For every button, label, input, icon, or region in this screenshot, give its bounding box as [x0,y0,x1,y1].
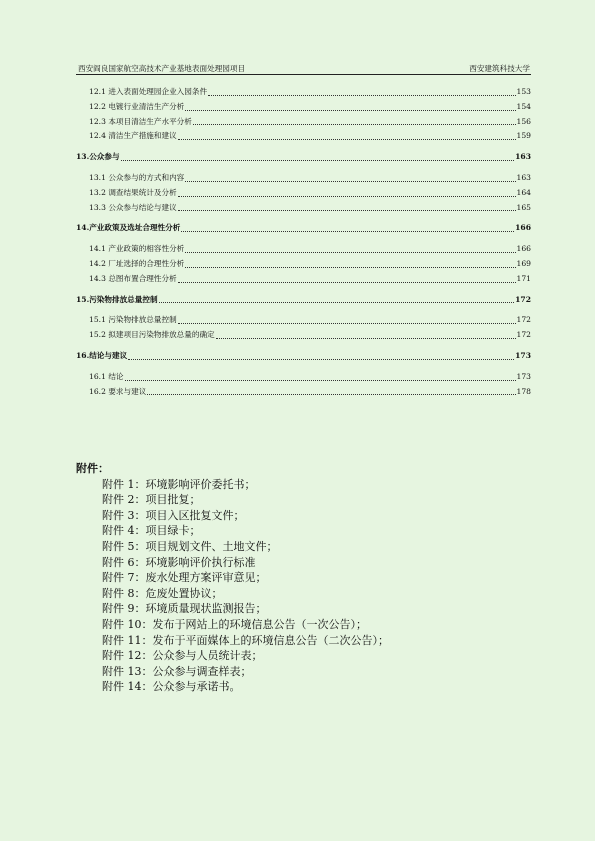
table-of-contents [76,85,531,399]
attachment-item: 附件 12：公众参与人员统计表； [102,649,263,663]
toc-leader-dots [128,359,514,360]
toc-leader-dots [208,95,515,96]
toc-section-entry[interactable] [76,115,531,130]
attachment-item: 附件 9：环境质量现状监测报告； [102,602,267,616]
attachment-item: 附件 7：废水处理方案评审意见； [102,571,267,585]
toc-entry-page: 153 [516,87,531,96]
toc-entry-page: 171 [516,273,531,283]
toc-section-entry[interactable] [76,313,531,328]
attachment-item: 附件 14：公众参与承诺书。 [102,680,241,694]
toc-entry-page: 163 [515,152,531,162]
toc-entry-page: 154 [516,101,531,111]
attachment-item: 附件 11：发布于平面媒体上的环境信息公告（二次公告）； [102,633,389,647]
toc-leader-dots [125,380,516,381]
toc-entry-page: 163 [516,172,531,182]
toc-entry-label: 15.污染物排放总量控制 [76,294,158,304]
toc-entry-label: 14.产业政策及选址合理性分析 [76,223,181,233]
toc-leader-dots [178,196,516,197]
attachment-item: 附件 3：项目入区批复文件； [102,508,245,522]
toc-entry-label: 12.4 清洁生产措施和建议 [89,131,177,141]
toc-entry-page: 156 [516,116,531,126]
toc-entry-page: 164 [516,187,531,197]
attachments-section [76,461,531,695]
toc-entry-label: 12.2 电镀行业清洁生产分析 [89,101,185,111]
toc-leader-dots [147,394,515,395]
toc-section-entry[interactable] [76,242,531,257]
toc-entry-label: 15.1 污染物排放总量控制 [89,315,177,325]
toc-entry-page: 172 [516,315,531,325]
toc-chapter-entry[interactable] [76,150,531,165]
toc-entry-label: 14.2 厂址选择的合理性分析 [89,258,185,268]
toc-section-entry[interactable] [76,385,531,400]
toc-section-entry[interactable] [76,129,531,144]
toc-section-entry[interactable] [76,201,531,216]
toc-chapter-entry[interactable] [76,293,531,308]
toc-leader-dots [178,323,516,324]
toc-entry-label: 15.2 拟建项目污染物排放总量的确定 [89,330,215,340]
toc-section-entry[interactable] [76,186,531,201]
attachment-item: 附件 2：项目批复； [102,493,201,507]
toc-entry-page: 173 [515,350,531,360]
toc-section-entry[interactable] [76,171,531,186]
attachment-item: 附件 10：发布于网站上的环境信息公告（一次公告）； [102,617,367,631]
toc-section-entry[interactable] [76,100,531,115]
toc-section-entry[interactable] [76,85,531,100]
toc-section-entry[interactable] [76,272,531,287]
toc-entry-label: 13.1 公众参与的方式和内容 [89,172,185,182]
attachment-item: 附件 5：项目规划文件、土地文件； [102,539,278,553]
toc-section-entry[interactable] [76,328,531,343]
toc-leader-dots [159,302,515,303]
toc-leader-dots [193,124,516,125]
toc-leader-dots [178,282,516,283]
page-header [78,63,530,74]
header-divider [76,74,531,75]
toc-leader-dots [178,210,516,211]
toc-entry-page: 169 [516,258,531,268]
header-institution: 西安建筑科技大学 [469,64,530,73]
toc-entry-label: 16.1 结论 [89,371,124,381]
toc-entry-page: 165 [516,202,531,212]
attachments-title: 附件： [76,462,109,475]
toc-entry-label: 14.1 产业政策的相容性分析 [89,244,185,254]
header-project-title: 西安阎良国家航空高技术产业基地表面处理园项目 [78,64,246,73]
toc-entry-page: 159 [516,131,531,141]
toc-entry-label: 16.结论与建议 [76,350,128,360]
toc-section-entry[interactable] [76,370,531,385]
toc-entry-label: 12.3 本项目清洁生产水平分析 [89,116,192,126]
attachment-item: 附件 13：公众参与调查样表； [102,664,252,678]
toc-entry-label: 13.3 公众参与结论与建议 [89,202,177,212]
toc-entry-page: 166 [515,223,531,233]
attachments-list [76,477,531,695]
toc-leader-dots [185,110,515,111]
toc-chapter-entry[interactable] [76,221,531,236]
toc-leader-dots [121,160,515,161]
toc-entry-label: 16.2 要求与建议 [89,386,147,396]
toc-entry-page: 178 [516,386,531,396]
toc-entry-page: 172 [516,330,531,340]
toc-leader-dots [178,139,516,140]
toc-leader-dots [185,252,515,253]
attachment-item: 附件 4：项目绿卡； [102,524,201,538]
toc-entry-label: 13.2 调查结果统计及分析 [89,187,177,197]
toc-leader-dots [185,181,515,182]
toc-entry-page: 173 [516,371,531,381]
attachment-item: 附件 6：环境影响评价执行标准 [102,555,256,569]
toc-section-entry[interactable] [76,257,531,272]
toc-entry-page: 172 [515,294,531,304]
toc-entry-label: 13.公众参与 [76,152,120,162]
toc-leader-dots [181,231,514,232]
toc-entry-label: 12.1 进入表面处理园企业入园条件 [89,87,208,96]
attachment-item: 附件 8：危废处置协议； [102,586,223,600]
toc-leader-dots [216,338,516,339]
toc-entry-label: 14.3 总图布置合理性分析 [89,273,177,283]
toc-entry-page: 166 [516,244,531,254]
toc-chapter-entry[interactable] [76,349,531,364]
attachment-item: 附件 1：环境影响评价委托书； [102,477,256,491]
toc-leader-dots [185,267,515,268]
